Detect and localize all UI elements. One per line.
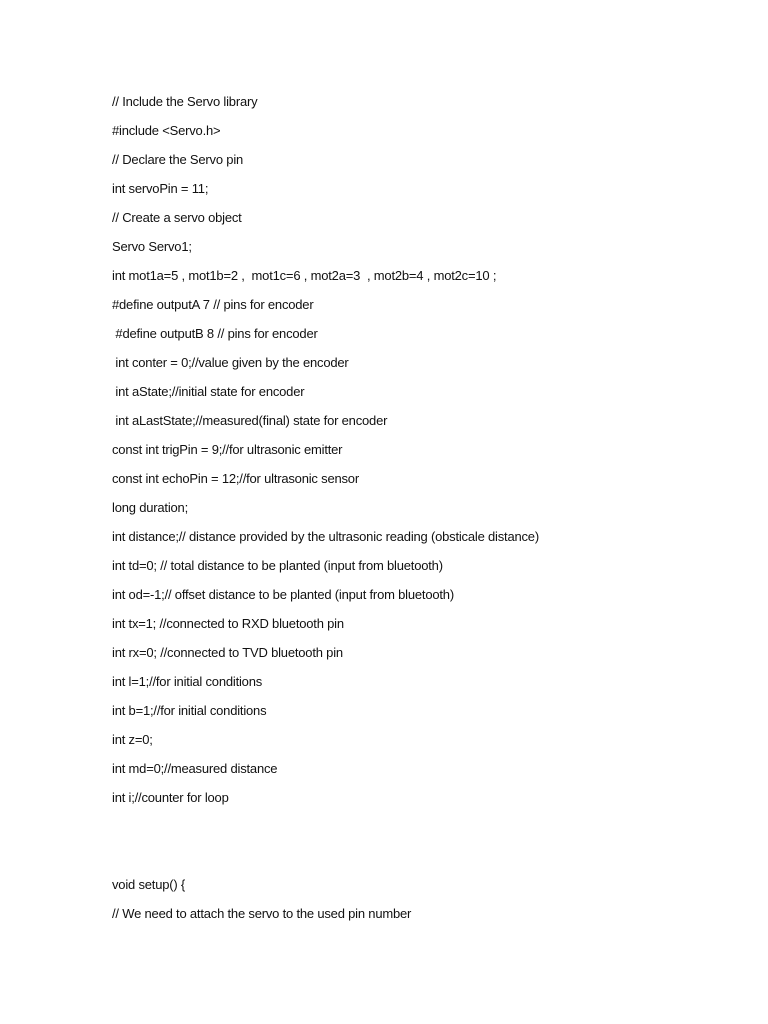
- code-line: #define outputA 7 // pins for encoder: [112, 297, 314, 312]
- code-line: const int echoPin = 12;//for ultrasonic sensor: [112, 471, 359, 486]
- code-line: int td=0; // total distance to be planted (input from bluetooth): [112, 558, 443, 573]
- code-line: int md=0;//measured distance: [112, 761, 278, 776]
- code-line: int conter = 0;//value given by the encoder: [112, 355, 349, 370]
- code-line: int servoPin = 11;: [112, 181, 209, 196]
- code-line: long duration;: [112, 500, 188, 515]
- code-line: // Declare the Servo pin: [112, 152, 244, 167]
- code-line: const int trigPin = 9;//for ultrasonic emitter: [112, 442, 343, 457]
- code-line: int distance;// distance provided by the ultrasonic reading (obsticale distance): [112, 529, 539, 544]
- blank-line: [112, 846, 732, 875]
- code-line: // Create a servo object: [112, 210, 242, 225]
- code-line: #define outputB 8 // pins for encoder: [112, 326, 318, 341]
- code-line: int z=0;: [112, 732, 153, 747]
- code-line: int aLastState;//measured(final) state for encoder: [112, 413, 388, 428]
- code-line: int mot1a=5 , mot1b=2 , mot1c=6 , mot2a=3 , mot2b=4 , mot2c=10 ;: [112, 268, 497, 283]
- code-line: int l=1;//for initial conditions: [112, 674, 263, 689]
- code-line: int rx=0; //connected to TVD bluetooth pin: [112, 645, 343, 660]
- code-line: int b=1;//for initial conditions: [112, 703, 267, 718]
- code-line: #include <Servo.h>: [112, 123, 221, 138]
- code-line: int od=-1;// offset distance to be planted (input from bluetooth): [112, 587, 454, 602]
- code-line: // We need to attach the servo to the used pin number: [112, 906, 412, 921]
- blank-line: [112, 817, 732, 846]
- code-line: // Include the Servo library: [112, 94, 258, 109]
- code-line: int tx=1; //connected to RXD bluetooth pin: [112, 616, 344, 631]
- code-line: void setup() {: [112, 877, 186, 892]
- code-listing: [112, 92, 732, 933]
- code-line: int i;//counter for loop: [112, 790, 229, 805]
- code-line: int aState;//initial state for encoder: [112, 384, 305, 399]
- code-line: Servo Servo1;: [112, 239, 192, 254]
